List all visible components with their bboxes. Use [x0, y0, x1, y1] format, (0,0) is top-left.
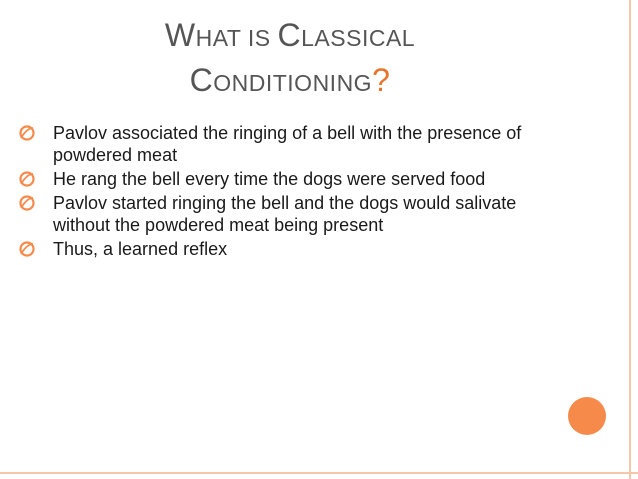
bullet-item: [18, 122, 578, 166]
title-line-2: [80, 59, 500, 104]
ribbon-bullet-icon: [18, 194, 36, 212]
bullet-text: Thus, a learned reflex: [53, 239, 228, 259]
title-cap-c: C: [277, 17, 302, 53]
title-word-what-is: HAT IS: [195, 25, 278, 51]
title-word-conditioning: ONDITIONING: [213, 70, 373, 96]
bullet-text: Pavlov started ringing the bell and the dogs would salivate without the powdered meat being present: [53, 193, 517, 235]
bullet-item: [18, 238, 578, 260]
slide-border-bottom: [0, 472, 638, 474]
title-question-mark: ?: [372, 62, 391, 98]
title-word-classical: LASSICAL: [301, 25, 416, 51]
slide-border-right: [629, 0, 631, 479]
orange-circle-decoration: [568, 397, 606, 435]
bullet-text: He rang the bell every time the dogs were served food: [53, 169, 486, 189]
title-line-1: [80, 14, 500, 59]
bullet-list: [18, 122, 578, 262]
ribbon-bullet-icon: [18, 170, 36, 188]
ribbon-bullet-icon: [18, 124, 36, 142]
title-cap-w: W: [164, 17, 196, 53]
slide-title: [80, 14, 500, 104]
title-cap-c2: C: [189, 62, 214, 98]
bullet-text: Pavlov associated the ringing of a bell with the presence of powdered meat: [53, 123, 522, 165]
ribbon-bullet-icon: [18, 240, 36, 258]
bullet-item: [18, 192, 578, 236]
bullet-item: [18, 168, 578, 190]
